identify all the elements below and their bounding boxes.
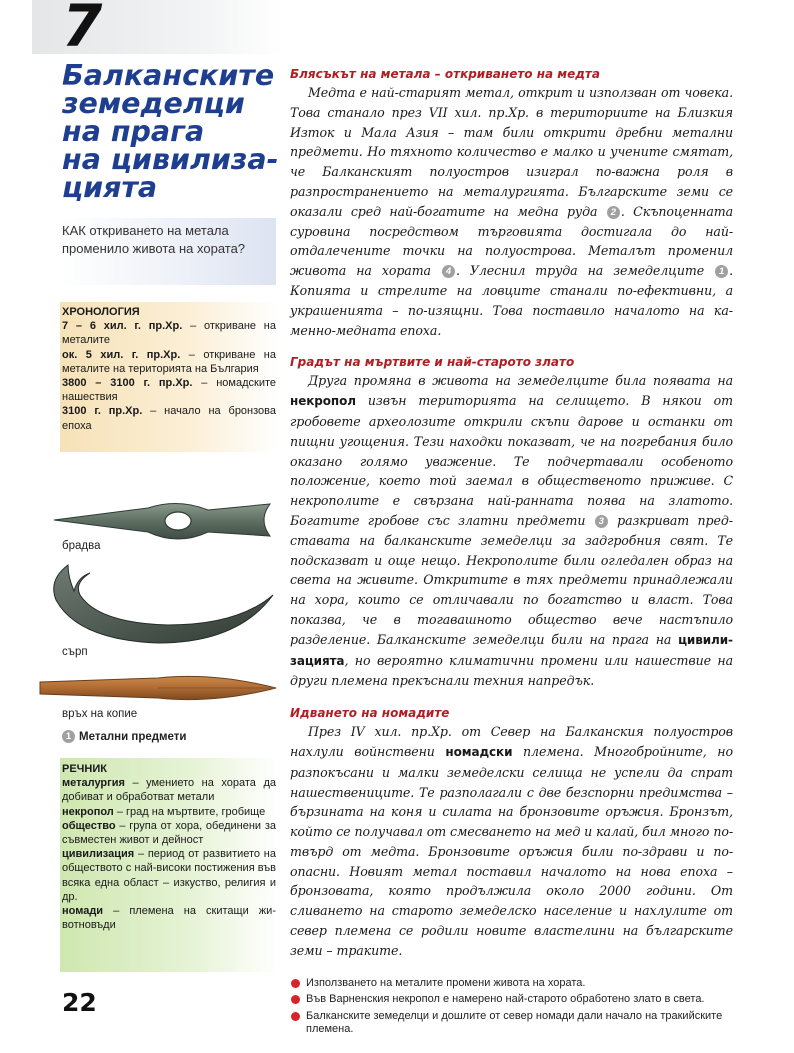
figure-caption [62,730,187,743]
chronology-item: 7 – 6 хил. г. пр.Хр. – откриване на металите [62,320,276,347]
chronology-item: 3800 – 3100 г. пр.Хр. – номадските нашествия [62,377,276,404]
spearhead-image [38,668,278,708]
axe-label: брадва [62,540,101,552]
summary-item: Използването на металите промени живота на хората. [290,977,733,991]
section-heading: Идването на номадите [290,706,450,721]
section-paragraph: Друга промяна в живота на земеделците била появата на некропол извън територията на селището. В някои от гробовете археолозите открили скъпи дарове и останки от пищни угощения. Тези находки показват, че на погребания било оказано голямо уважение. Те подчертавали особеното положение, което той заемал в общественото приживе. С некрополите е свързана най-ранната поява на златото. Богатите гробове със златни предмети 3 разкриват представата на балканските земеделци за задгробния свят. Те подсказват и още нещо. Некрополите били огледален образ на света на живите. Откритите в тях предмети принадлежали на хора, които се отличавали по богатство и власт. Това показва, че в тогавашното общество вече настъпило разделение. Балканските земеделци били на прага на цивилизацията, но вероятно климатични промени или нашествие на други племена прекъснали техния напредък. [290,373,733,689]
chronology-header: ХРОНОЛОГИЯ [62,306,140,318]
main-text [290,66,733,1053]
page-number: 22 [62,988,97,1017]
title-line: Балканските [62,59,275,92]
spearhead-label: връх на копие [62,708,138,720]
figure-ref-badge: 1 [715,265,728,278]
title-line: на прага [62,115,205,148]
figure-ref-badge: 4 [442,265,455,278]
lesson-question: КАК откриването на метала променило живота на хората? [62,223,246,256]
lesson-title [62,59,279,204]
figure-number-badge: 1 [62,730,75,743]
section-paragraph: През IV хил. пр.Хр. от Север на Балканския полуостров нахлули войнствени номадски племена. Многобройните, но разпокъсани и малки земеделски селища не успели да спрат нашествениците. Те разполагали с две безспорни предимства – бързината на коня и силата на бронзовите оръжия. Бронзът, който се получавал от смесването на мед и калай, бил много по-твърд от медта. Бронзовите оръжия били по-здрави и по-опасни. Новият метал поставил началото на нова епоха – бронзовата, която продължила около 2000 години. От сливането на старото земеделско население и нахлулите от север племена се родили новите властелини на българските земи – траките. [290,724,733,958]
sickle-label: сърп [62,646,88,658]
section-paragraph: Медта е най-старият метал, открит и използван от човека. Това станало през VII хил. пр.Хр. в териториите на Близкия Изток и Мала Азия – там били открити дребни метални предмети. Но тяхното количество е малко и учените смятат, че Балканският полуостров изиграл по-важна роля в разпространението на металургията. Българските земи се оказали сред най-богатите на медна руда 2 . Скъпоценната суровина посредством търговията достигала до най-отдалечените точки на полуострова. Металът променил живота на хората 4 . Улеснил труда на земеделците 1 . Копията и стрелите на ловците станали по-ефективни, а украшенията – по-изящни. Това поставило началото на каменно-медната епоха. [290,85,733,338]
glossary-header: РЕЧНИК [62,763,107,775]
summary-item: Във Варненския некропол е намерено най-старото обработено злато в света. [290,993,733,1007]
figure-caption-text: Метални предмети [79,730,187,743]
section-heading: Градът на мъртвите и най-старото злато [290,355,575,370]
figure-ref-badge: 3 [595,515,608,528]
figure-ref-badge: 2 [607,206,620,219]
chapter-number: 7 [62,0,103,60]
glossary-item: цивилизация – период от развитието на обществото с най-високи постижения във всяка една област – изкуство, религия и др. [62,848,276,903]
title-line: цията [62,171,158,204]
chronology-item: 3100 г. пр.Хр. – начало на бронзова епоха [62,405,277,432]
glossary-item: номади – племена на скитащи животновъди [62,905,276,932]
title-line: земеделци [62,87,245,120]
title-line: на цивилиза- [62,143,279,176]
section-heading: Блясъкът на метала – откриването на медта [290,67,600,81]
summary-item: Балканските земеделци и дошлите от север номади дали начало на тракийските племена. [290,1010,733,1037]
glossary-item: общество – група от хора, обединени за съвместен живот и дейност [62,819,276,847]
chronology [62,305,276,433]
glossary-item: некропол – град на мъртвите, гробище [62,805,266,818]
glossary [62,762,276,932]
sickle-image [38,555,278,650]
chronology-item: ок. 5 хил. г. пр.Хр. – откриване на металите на територията на България [62,348,276,375]
summary-list [290,977,733,1037]
glossary-item: металургия – умението на хората да добиват и обработват метали [62,777,276,804]
